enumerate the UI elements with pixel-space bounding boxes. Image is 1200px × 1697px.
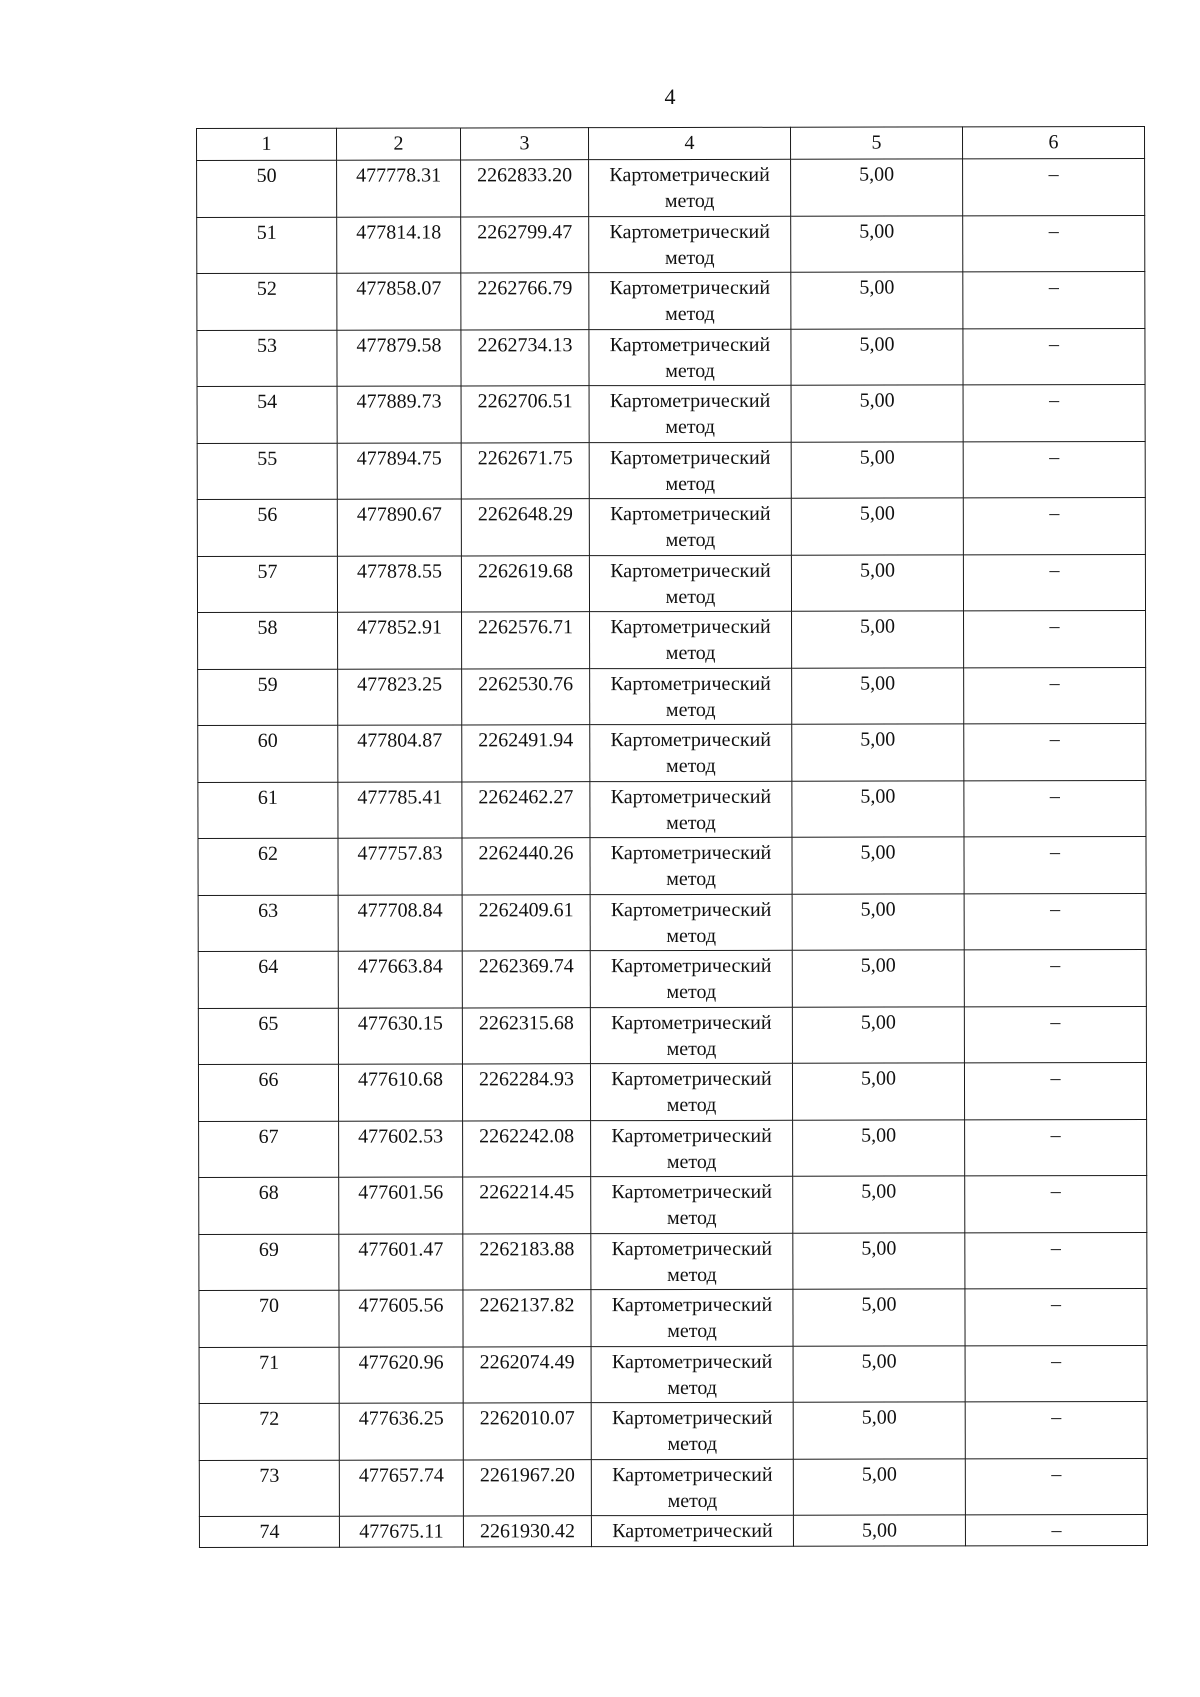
method-cell: [590, 1007, 792, 1064]
method-cell: [590, 668, 792, 725]
accuracy-cell: 5,00: [793, 1176, 965, 1233]
method-text-line2: метод: [665, 585, 716, 608]
note-cell: –: [963, 441, 1145, 498]
y-coordinate-cell: 2262706.51: [461, 386, 589, 443]
y-coordinate-cell: 2262284.93: [462, 1064, 590, 1121]
x-coordinate-cell: 477823.25: [338, 668, 462, 725]
note-cell: –: [964, 780, 1146, 837]
method-cell: [589, 329, 791, 386]
method-cell: [590, 950, 792, 1007]
table-row: [198, 893, 1146, 951]
coordinates-table: [196, 126, 1148, 1548]
method-text-line1: Картометрический: [612, 1463, 773, 1486]
method-text-line1: Картометрический: [609, 163, 770, 187]
note-cell: –: [965, 1232, 1147, 1289]
y-coordinate-cell: 2262671.75: [461, 442, 589, 499]
method-cell: [590, 1063, 792, 1120]
accuracy-cell: 5,00: [791, 328, 963, 385]
x-coordinate-cell: 477785.41: [338, 781, 462, 838]
method-text-line2: метод: [664, 246, 715, 269]
y-coordinate-cell: 2262491.94: [462, 725, 590, 782]
note-cell: –: [964, 611, 1146, 668]
method-cell: [589, 385, 791, 442]
point-number-cell: 54: [197, 386, 337, 443]
table-row: [198, 837, 1146, 895]
y-coordinate-cell: 2262530.76: [462, 668, 590, 725]
table-row: [199, 1176, 1147, 1234]
x-coordinate-cell: 477814.18: [337, 216, 461, 273]
note-cell: –: [964, 837, 1146, 894]
method-text-line1: Картометрический: [610, 502, 771, 526]
point-number-cell: 58: [198, 612, 338, 669]
note-cell: –: [963, 272, 1145, 329]
method-text-line1: Картометрический: [611, 1180, 772, 1204]
point-number-cell: 68: [199, 1177, 339, 1234]
method-text-line1: Картометрический: [611, 1067, 772, 1091]
accuracy-cell: 5,00: [791, 159, 963, 216]
method-text-line1: Картометрический: [610, 898, 772, 921]
accuracy-cell: 5,00: [792, 667, 964, 724]
point-number-cell: 74: [199, 1516, 339, 1547]
method-text-line1: Картометрический: [611, 1124, 772, 1147]
x-coordinate-cell: 477890.67: [337, 499, 461, 556]
point-number-cell: 71: [199, 1347, 339, 1404]
method-text-line2: метод: [667, 1489, 718, 1512]
method-cell: [591, 1459, 793, 1516]
point-number-cell: 64: [198, 951, 338, 1008]
method-cell: [591, 1402, 793, 1459]
method-text-line2: метод: [666, 811, 716, 834]
method-cell: [590, 611, 792, 668]
accuracy-cell: 5,00: [793, 1515, 965, 1546]
header-row: [197, 127, 1145, 161]
accuracy-cell: 5,00: [791, 385, 963, 442]
note-cell: –: [965, 1289, 1147, 1346]
x-coordinate-cell: 477657.74: [339, 1459, 463, 1516]
method-text-line1: Картометрический: [609, 446, 771, 469]
table-row: [198, 950, 1146, 1008]
accuracy-cell: 5,00: [791, 215, 963, 272]
point-number-cell: 62: [198, 838, 338, 895]
accuracy-cell: 5,00: [793, 1345, 965, 1402]
method-cell: [590, 837, 792, 894]
point-number-cell: 72: [199, 1403, 339, 1460]
accuracy-cell: 5,00: [792, 1006, 964, 1063]
point-number-cell: 51: [197, 217, 337, 274]
accuracy-cell: 5,00: [792, 1063, 964, 1120]
accuracy-cell: 5,00: [793, 1458, 965, 1515]
y-coordinate-cell: 2262137.82: [463, 1290, 591, 1347]
accuracy-cell: 5,00: [791, 272, 963, 329]
note-cell: –: [964, 724, 1146, 781]
method-text-line2: метод: [667, 1319, 717, 1343]
point-number-cell: 59: [198, 669, 338, 726]
table-row: [197, 554, 1145, 612]
y-coordinate-cell: 2262734.13: [461, 329, 589, 386]
method-text-line2: метод: [665, 359, 715, 382]
table-row: [197, 272, 1145, 330]
x-coordinate-cell: 477601.47: [339, 1233, 463, 1290]
method-text-line2: метод: [666, 1206, 717, 1230]
point-number-cell: 57: [197, 556, 337, 613]
method-text-line1: Картометрический: [609, 333, 771, 356]
method-text-line1: Картометрический: [610, 559, 771, 582]
y-coordinate-cell: 2261930.42: [463, 1516, 591, 1547]
point-number-cell: 73: [199, 1460, 339, 1517]
method-text-line2: метод: [665, 698, 716, 721]
x-coordinate-cell: 477878.55: [337, 555, 461, 612]
accuracy-cell: 5,00: [791, 441, 963, 498]
y-coordinate-cell: 2262766.79: [461, 273, 589, 330]
method-cell: [590, 781, 792, 838]
accuracy-cell: 5,00: [792, 893, 964, 950]
method-text-line1: Картометрический: [609, 276, 771, 300]
x-coordinate-cell: 477894.75: [337, 442, 461, 499]
table-row: [199, 1289, 1147, 1347]
method-cell: [589, 442, 791, 499]
accuracy-cell: 5,00: [793, 1289, 965, 1346]
method-text-line1: Картометрический: [610, 728, 772, 752]
y-coordinate-cell: 2262409.61: [462, 894, 590, 951]
x-coordinate-cell: 477852.91: [338, 612, 462, 669]
note-cell: –: [964, 1006, 1146, 1063]
y-coordinate-cell: 2262183.88: [463, 1233, 591, 1290]
x-coordinate-cell: 477889.73: [337, 386, 461, 443]
y-coordinate-cell: 2262648.29: [461, 499, 589, 556]
point-number-cell: 53: [197, 330, 337, 387]
note-cell: –: [963, 159, 1145, 216]
x-coordinate-cell: 477879.58: [337, 329, 461, 386]
note-cell: –: [963, 328, 1145, 385]
method-cell: [589, 216, 791, 273]
method-text-line2: метод: [666, 924, 717, 947]
y-coordinate-cell: 2262576.71: [462, 612, 590, 669]
table-row: [199, 1119, 1147, 1177]
point-number-cell: 67: [199, 1121, 339, 1178]
method-cell: [589, 159, 791, 216]
y-coordinate-cell: 2262799.47: [461, 216, 589, 273]
accuracy-cell: 5,00: [793, 1232, 965, 1289]
y-coordinate-cell: 2262214.45: [463, 1177, 591, 1234]
x-coordinate-cell: 477605.56: [339, 1290, 463, 1347]
note-cell: –: [964, 950, 1146, 1007]
method-text-line2: метод: [667, 1432, 718, 1456]
note-cell: –: [964, 667, 1146, 724]
point-number-cell: 55: [197, 443, 337, 500]
point-number-cell: 60: [198, 725, 338, 782]
method-text-line1: Картометрический: [611, 1237, 773, 1260]
y-coordinate-cell: 2262833.20: [461, 160, 589, 217]
method-text-line2: метод: [665, 415, 715, 439]
table-row: [199, 1345, 1147, 1403]
note-cell: –: [963, 498, 1145, 555]
y-coordinate-cell: 2262315.68: [462, 1007, 590, 1064]
column-header-5: 5: [790, 127, 962, 159]
accuracy-cell: 5,00: [792, 780, 964, 837]
note-cell: –: [963, 215, 1145, 272]
accuracy-cell: 5,00: [792, 950, 964, 1007]
method-cell: [591, 1176, 793, 1233]
method-text-line1: Картометрический: [610, 954, 772, 978]
note-cell: –: [965, 1458, 1147, 1515]
table-header: [197, 127, 1145, 161]
table-row: [198, 724, 1146, 782]
method-text-line1: Картометрический: [611, 1350, 773, 1373]
x-coordinate-cell: 477804.87: [338, 725, 462, 782]
table-body: [197, 159, 1148, 1548]
point-number-cell: 70: [199, 1290, 339, 1347]
column-header-4: 4: [589, 127, 791, 159]
x-coordinate-cell: 477778.31: [337, 160, 461, 217]
point-number-cell: 63: [198, 895, 338, 952]
method-text-line1: Картометрический: [612, 1519, 773, 1543]
x-coordinate-cell: 477610.68: [338, 1064, 462, 1121]
x-coordinate-cell: 477636.25: [339, 1403, 463, 1460]
method-text-line2: метод: [665, 528, 716, 552]
table-row: [199, 1515, 1147, 1548]
x-coordinate-cell: 477675.11: [339, 1516, 463, 1547]
point-number-cell: 66: [198, 1064, 338, 1121]
x-coordinate-cell: 477630.15: [338, 1007, 462, 1064]
x-coordinate-cell: 477601.56: [339, 1177, 463, 1234]
method-text-line2: метод: [665, 472, 716, 495]
method-cell: [591, 1233, 793, 1290]
table-row: [199, 1232, 1147, 1290]
method-text-line2: метод: [666, 1093, 717, 1117]
point-number-cell: 65: [198, 1008, 338, 1065]
method-text-line2: метод: [666, 980, 717, 1004]
table-row: [197, 159, 1145, 217]
accuracy-cell: 5,00: [792, 611, 964, 668]
accuracy-cell: 5,00: [793, 1402, 965, 1459]
column-header-6: 6: [962, 127, 1144, 159]
method-text-line1: Картометрический: [610, 672, 771, 695]
method-text-line1: Картометрический: [611, 1293, 773, 1317]
table-row: [198, 1006, 1146, 1064]
y-coordinate-cell: 2262462.27: [462, 781, 590, 838]
y-coordinate-cell: 2262440.26: [462, 838, 590, 895]
table-row: [197, 215, 1145, 273]
accuracy-cell: 5,00: [792, 724, 964, 781]
method-text-line1: Картометрический: [611, 1406, 773, 1430]
table-row: [197, 498, 1145, 556]
x-coordinate-cell: 477602.53: [339, 1120, 463, 1177]
table-row: [198, 780, 1146, 838]
note-cell: –: [965, 1402, 1147, 1459]
table-row: [199, 1458, 1147, 1516]
table-row: [197, 385, 1145, 443]
method-text-line2: метод: [666, 867, 716, 891]
method-text-line1: Картометрический: [611, 1011, 772, 1034]
y-coordinate-cell: 2261967.20: [463, 1459, 591, 1516]
column-header-1: 1: [197, 128, 337, 160]
point-number-cell: 61: [198, 782, 338, 839]
y-coordinate-cell: 2262369.74: [462, 951, 590, 1008]
table-row: [198, 611, 1146, 669]
method-text-line2: метод: [665, 641, 716, 665]
method-cell: [591, 1120, 793, 1177]
method-cell: [591, 1346, 793, 1403]
point-number-cell: 56: [197, 499, 337, 556]
note-cell: –: [965, 1176, 1147, 1233]
method-text-line1: Картометрический: [609, 389, 771, 413]
accuracy-cell: 5,00: [792, 837, 964, 894]
accuracy-cell: 5,00: [791, 498, 963, 555]
y-coordinate-cell: 2262242.08: [463, 1120, 591, 1177]
point-number-cell: 69: [199, 1234, 339, 1291]
method-cell: [591, 1515, 793, 1546]
x-coordinate-cell: 477620.96: [339, 1346, 463, 1403]
table-row: [198, 667, 1146, 725]
method-text-line2: метод: [667, 1263, 717, 1286]
note-cell: –: [963, 385, 1145, 442]
method-text-line2: метод: [666, 1037, 717, 1060]
method-cell: [590, 724, 792, 781]
accuracy-cell: 5,00: [793, 1119, 965, 1176]
note-cell: –: [965, 1515, 1147, 1546]
point-number-cell: 50: [197, 160, 337, 217]
note-cell: –: [963, 554, 1145, 611]
method-text-line2: метод: [666, 754, 716, 778]
x-coordinate-cell: 477858.07: [337, 273, 461, 330]
page-number: 4: [664, 84, 676, 109]
method-cell: [589, 555, 791, 612]
method-text-line1: Картометрический: [610, 841, 772, 865]
method-text-line1: Картометрический: [609, 220, 770, 243]
table-row: [198, 1063, 1146, 1121]
column-header-3: 3: [461, 128, 589, 160]
note-cell: –: [965, 1345, 1147, 1402]
note-cell: –: [964, 1063, 1146, 1120]
y-coordinate-cell: 2262619.68: [461, 555, 589, 612]
point-number-cell: 52: [197, 273, 337, 330]
method-cell: [589, 498, 791, 555]
x-coordinate-cell: 477663.84: [338, 951, 462, 1008]
accuracy-cell: 5,00: [791, 554, 963, 611]
note-cell: –: [964, 893, 1146, 950]
x-coordinate-cell: 477757.83: [338, 838, 462, 895]
table-row: [199, 1402, 1147, 1460]
note-cell: –: [965, 1119, 1147, 1176]
table-row: [197, 328, 1145, 386]
y-coordinate-cell: 2262074.49: [463, 1346, 591, 1403]
method-text-line2: метод: [664, 189, 715, 213]
method-cell: [589, 272, 791, 329]
method-text-line1: Картометрический: [610, 615, 771, 639]
y-coordinate-cell: 2262010.07: [463, 1403, 591, 1460]
x-coordinate-cell: 477708.84: [338, 894, 462, 951]
column-header-2: 2: [337, 128, 461, 160]
table-row: [197, 441, 1145, 499]
method-cell: [590, 894, 792, 951]
method-cell: [591, 1289, 793, 1346]
method-text-line2: метод: [666, 1150, 717, 1173]
method-text-line2: метод: [667, 1376, 717, 1399]
method-text-line1: Картометрический: [610, 785, 772, 808]
method-text-line2: метод: [665, 302, 715, 326]
